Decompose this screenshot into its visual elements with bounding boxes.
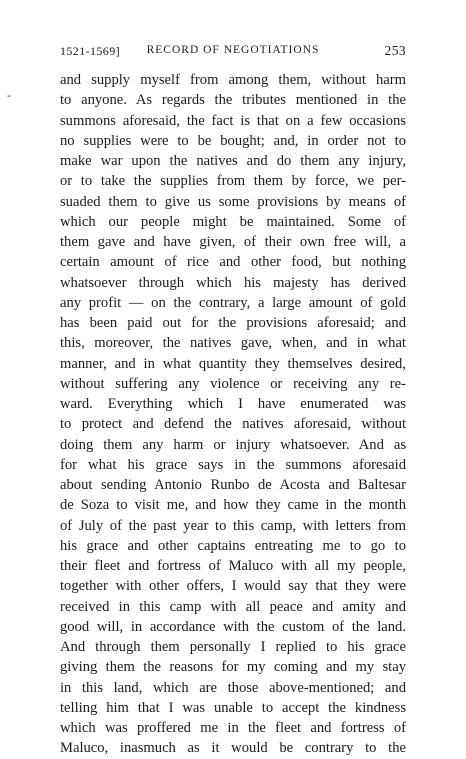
text-line: de Soza to visit me, and how they came in the month: [60, 497, 406, 514]
text-line: of July of the past year to this camp, with letters from: [60, 517, 406, 534]
text-line: and supply myself from among them, without harm: [60, 72, 406, 88]
text-line: to protect and defend the natives aforesaid, without: [60, 416, 406, 433]
text-line: for what his grace says in the summons aforesaid: [60, 456, 406, 473]
text-line: certain amount of rice and other food, but nothing: [60, 254, 406, 271]
text-line: which our people might be maintained. Some of: [60, 213, 406, 230]
text-line: any profit — on the contrary, a large amount of gold: [60, 294, 406, 311]
text-line: giving them the reasons for my coming and my stay: [60, 659, 406, 676]
margin-mark: -: [7, 88, 11, 102]
running-head: [60, 44, 406, 60]
page-number: 253: [384, 43, 406, 58]
text-line: whatsoever through which his majesty has derived: [60, 274, 406, 291]
text-line: suaded them to give us some provisions by means of: [60, 193, 406, 210]
text-line: in this land, which are those above-mentioned; and: [60, 679, 406, 696]
text-line: manner, and in what quantity they themselves desired,: [60, 355, 406, 372]
body-text: [60, 70, 406, 759]
text-line: which was proffered me in the fleet and fortress of: [60, 720, 406, 736]
text-line: without suffering any violence or receiving any re-: [60, 375, 406, 392]
text-line: together with other offers, I would say that they were: [60, 578, 406, 595]
text-line: their fleet and fortress of Maluco with all my people,: [60, 558, 406, 574]
text-line: And through them personally I replied to his grace: [60, 639, 406, 655]
text-line: make war upon the natives and do them any injury,: [60, 153, 406, 169]
text-line: about sending Antonio Runbo de Acosta and Baltesar: [60, 477, 406, 493]
text-line: this, moreover, the natives gave, when, and in what: [60, 335, 406, 352]
text-line: or to take the supplies from them by force, we per-: [60, 173, 406, 190]
text-line: received in this camp with all peace and amity and: [60, 598, 406, 615]
text-line: to anyone. As regards the tributes mentioned in the: [60, 92, 406, 109]
running-head-title: RECORD OF NEGOTIATIONS: [146, 44, 320, 56]
text-line: doing them any harm or injury whatsoever. And as: [60, 436, 406, 453]
text-line: good will, in accordance with the custom of the land.: [60, 618, 406, 635]
text-line: them gave and have given, of their own free will, a: [60, 234, 406, 250]
text-line: summons aforesaid, the fact is that on a few occasions: [60, 112, 406, 129]
text-line: ward. Everything which I have enumerated was: [60, 396, 406, 412]
text-line: no supplies were to be bought; and, in order not to: [60, 132, 406, 149]
text-line: has been paid out for the provisions aforesaid; and: [60, 315, 406, 331]
running-head-date-range: 1521-1569]: [60, 44, 120, 58]
text-line: his grace and other captains entreating me to go to: [60, 537, 406, 554]
text-line: telling him that I was unable to accept the kindness: [60, 699, 406, 716]
text-line: Maluco, inasmuch as it would be contrary to the: [60, 740, 406, 757]
